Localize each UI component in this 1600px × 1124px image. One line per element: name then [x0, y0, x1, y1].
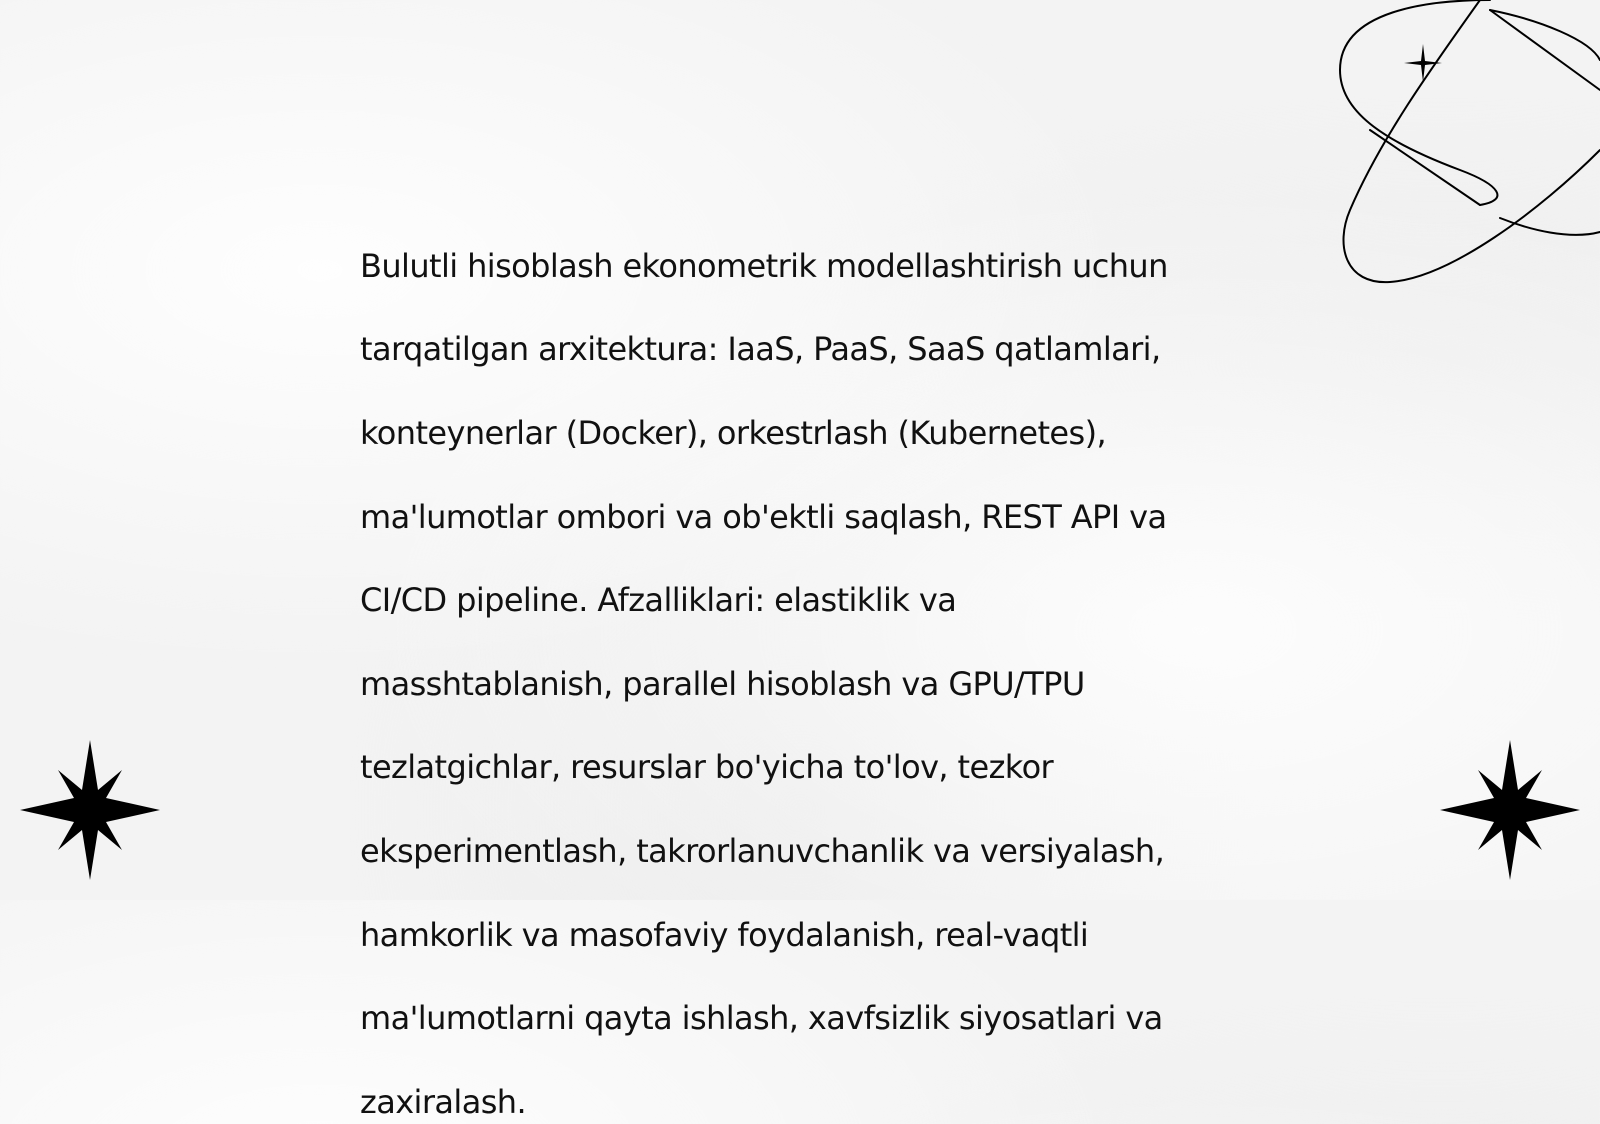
body-line: masshtablanish, parallel hisoblash va GPU/TPU [360, 664, 1085, 703]
body-line: CI/CD pipeline. Afzalliklari: elastiklik va [360, 581, 957, 620]
body-line: Bulutli hisoblash ekonometrik modellashtirish uchun [360, 246, 1168, 285]
four-point-star-icon [20, 740, 160, 880]
body-text [360, 204, 1240, 1124]
body-line: tezlatgichlar, resurslar bo'yicha to'lov, tezkor [360, 748, 1054, 787]
body-line: hamkorlik va masofaviy foydalanish, real-vaqtli [360, 915, 1089, 954]
body-line: ma'lumotlar ombori va ob'ektli saqlash, REST API va [360, 497, 1167, 536]
orbit-sparkle-icon [1340, 0, 1600, 290]
four-point-star-icon [1440, 740, 1580, 880]
body-line: ma'lumotlarni qayta ishlash, xavfsizlik siyosatlari va [360, 999, 1163, 1038]
body-line: zaxiralash. [360, 1082, 527, 1121]
body-line: tarqatilgan arxitektura: IaaS, PaaS, SaaS qatlamlari, [360, 330, 1161, 369]
body-line: konteynerlar (Docker), orkestrlash (Kubernetes), [360, 413, 1107, 452]
body-line: eksperimentlash, takrorlanuvchanlik va versiyalash, [360, 831, 1165, 870]
